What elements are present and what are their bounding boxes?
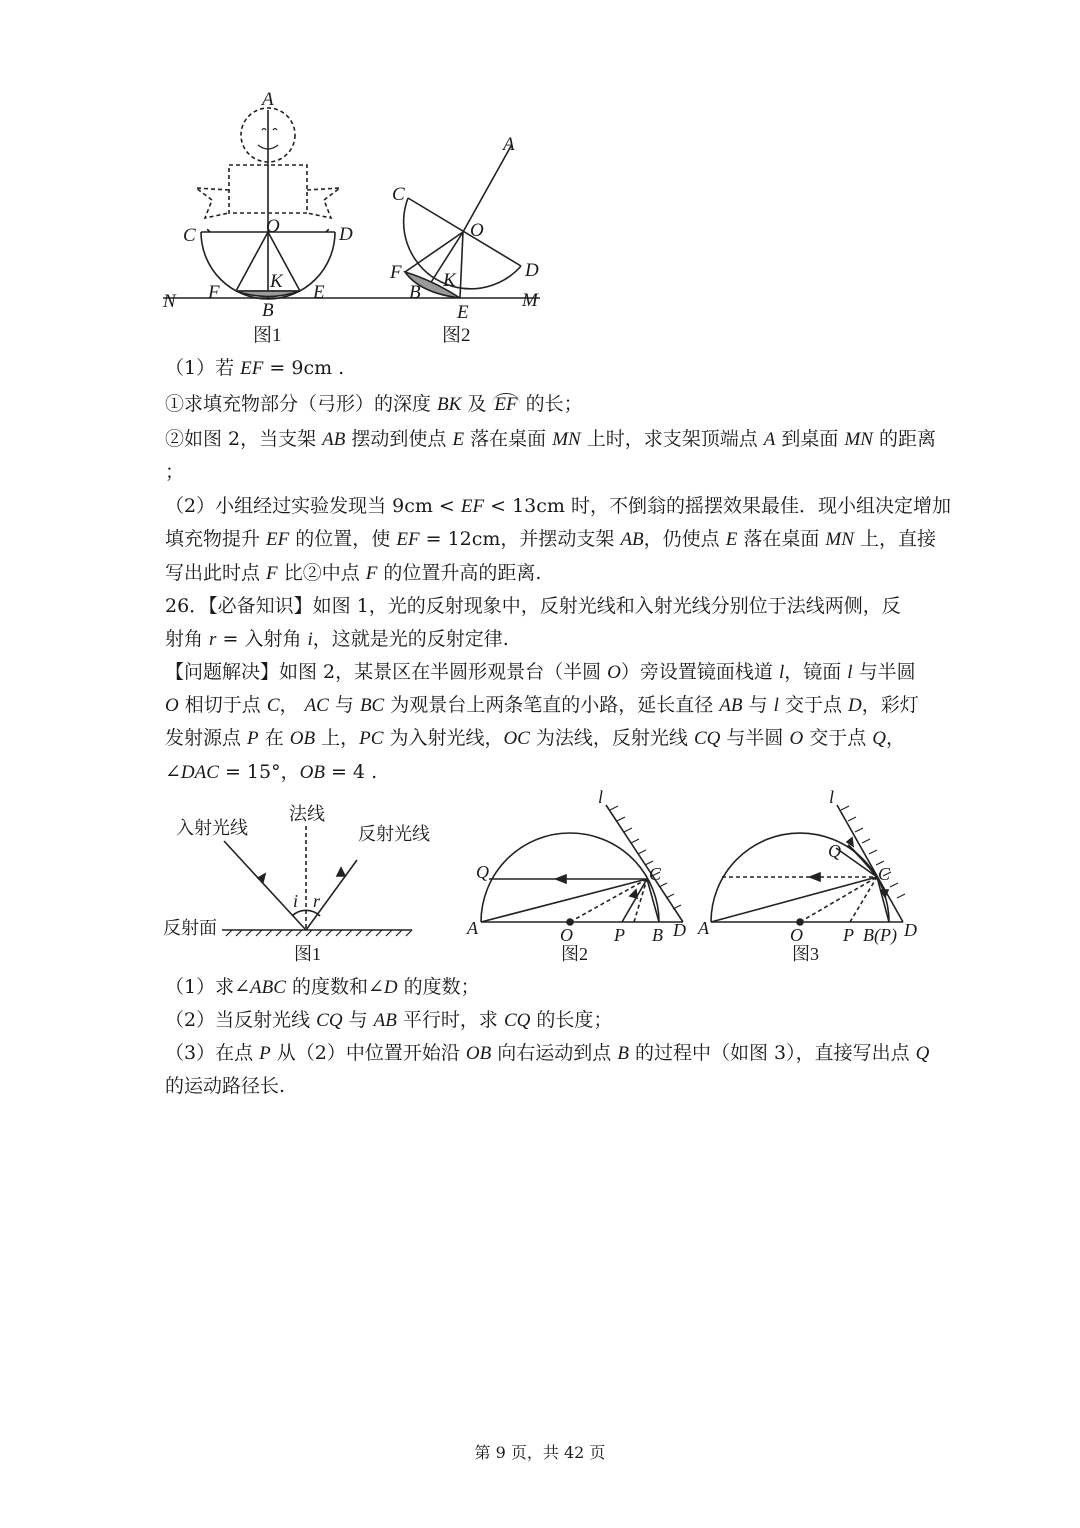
reflected-ray-label: 反射光线 — [358, 824, 430, 844]
q25-part2-line2: 填充物提升 EF 的位置，使 EF = 12cm，并摆动支架 AB，仍使点 E 落在桌面 MN 上，直接 — [165, 528, 936, 550]
label-Q: Q — [828, 841, 841, 861]
semicircle-figure-3 — [711, 805, 905, 925]
label-A: A — [467, 918, 478, 938]
label-O: O — [266, 216, 280, 237]
q25-part1: （1）若 EF = 9cm . — [165, 357, 345, 379]
incident-ray-label: 入射光线 — [176, 818, 248, 838]
label-l: l — [829, 787, 835, 807]
label-E: E — [313, 282, 325, 303]
label-O: O — [560, 925, 573, 945]
tumbler-figure-2-labels — [389, 134, 539, 346]
caption-fig1-top: 图1 — [253, 325, 282, 346]
caption-fig1-bottom: 图1 — [294, 944, 321, 964]
label-C: C — [649, 864, 662, 884]
label-F: F — [390, 262, 402, 283]
label-M: M — [522, 290, 538, 311]
label-D: D — [525, 260, 539, 281]
normal-line-label: 法线 — [289, 804, 325, 824]
q26-line1: 26．【必备知识】如图 1，光的反射现象中，反射光线和入射光线分别位于法线两侧，反 — [165, 595, 901, 617]
q26-subquestion-3: （3）在点 P 从（2）中位置开始沿 OB 向右运动到点 B 的过程中（如图 3），直接写出点 Q — [165, 1042, 930, 1064]
label-E: E — [457, 302, 469, 323]
q26-subquestion-2: （2）当反射光线 CQ 与 AB 平行时，求 CQ 的长度； — [165, 1009, 613, 1031]
label-D: D — [673, 920, 686, 940]
label-A: A — [262, 89, 274, 110]
label-C: C — [183, 225, 196, 246]
q25-part2-line3: 写出此时点 F 比②中点 F 的位置升高的距离. — [165, 562, 542, 584]
reflection-figure-1-labels — [163, 804, 430, 964]
top-figures — [150, 88, 550, 350]
angle-i-label: i — [293, 891, 299, 911]
reflecting-surface-label: 反射面 — [163, 918, 217, 938]
label-B: B — [262, 300, 274, 321]
caption-fig3-bottom: 图3 — [792, 944, 819, 964]
label-N: N — [163, 291, 176, 312]
q25-part2-line1: （2）小组经过实验发现当 9cm < EF < 13cm 时，不倒翁的摇摆效果最佳．现小组决定增加 — [165, 495, 951, 517]
semicircle-figure-3-labels — [697, 787, 917, 964]
label-F: F — [208, 282, 220, 303]
q26-line6: ∠DAC = 15°，OB = 4 . — [165, 761, 378, 783]
label-l: l — [598, 787, 604, 807]
label-O: O — [470, 220, 484, 241]
q26-line2: 射角 r = 入射角 i，这就是光的反射定律. — [165, 628, 509, 650]
caption-fig2-top: 图2 — [442, 325, 471, 346]
tumbler-figure-1-labels — [162, 89, 353, 346]
q25-subquestion-2-end: ； — [165, 461, 185, 483]
label-K: K — [270, 271, 283, 292]
label-Q: Q — [476, 862, 489, 882]
label-D: D — [904, 920, 917, 940]
label-B-P: B(P) — [863, 925, 897, 945]
tumbler-figure-2 — [404, 146, 521, 298]
label-A: A — [698, 918, 709, 938]
label-B: B — [652, 925, 663, 945]
angle-r-label: r — [313, 891, 321, 911]
label-O: O — [790, 925, 803, 945]
q26-line4: O 相切于点 C， AC 与 BC 为观景台上两条笔直的小路，延长直径 AB 与 l 交于点 D，彩灯 — [165, 694, 919, 716]
q26-subquestion-1: （1）求∠ABC 的度数和∠D 的度数； — [165, 976, 480, 998]
q26-line3: 【问题解决】如图 2，某景区在半圆形观景台（半圆 O）旁设置镜面栈道 l，镜面 l 与半圆 — [165, 661, 916, 683]
label-B: B — [409, 282, 421, 303]
label-A: A — [503, 134, 515, 155]
label-C: C — [878, 864, 891, 884]
q26-line5: 发射源点 P 在 OB 上，PC 为入射光线，OC 为法线，反射光线 CQ 与半圆 O 交于点 Q， — [165, 727, 906, 749]
q25-subquestion-1: ①求填充物部分（弓形）的深度 BK 及 EF 的长； — [165, 393, 583, 415]
q25-subquestion-2: ②如图 2，当支架 AB 摆动到使点 E 落在桌面 MN 上时，求支架顶端点 A 到桌面 MN 的距离 — [165, 428, 937, 450]
label-P: P — [843, 925, 854, 945]
bottom-figures — [160, 785, 925, 965]
tumbler-figure-1 — [163, 108, 540, 299]
semicircle-figure-2-labels — [466, 787, 686, 964]
label-C: C — [392, 184, 405, 205]
arc-EF: EF — [494, 394, 518, 415]
caption-fig2-bottom: 图2 — [561, 944, 588, 964]
page-footer: 第 9 页，共 42 页 — [474, 1443, 606, 1462]
label-P: P — [614, 925, 625, 945]
q26-subquestion-3-end: 的运动路径长. — [165, 1075, 286, 1097]
label-K: K — [443, 270, 456, 291]
label-D: D — [339, 224, 353, 245]
